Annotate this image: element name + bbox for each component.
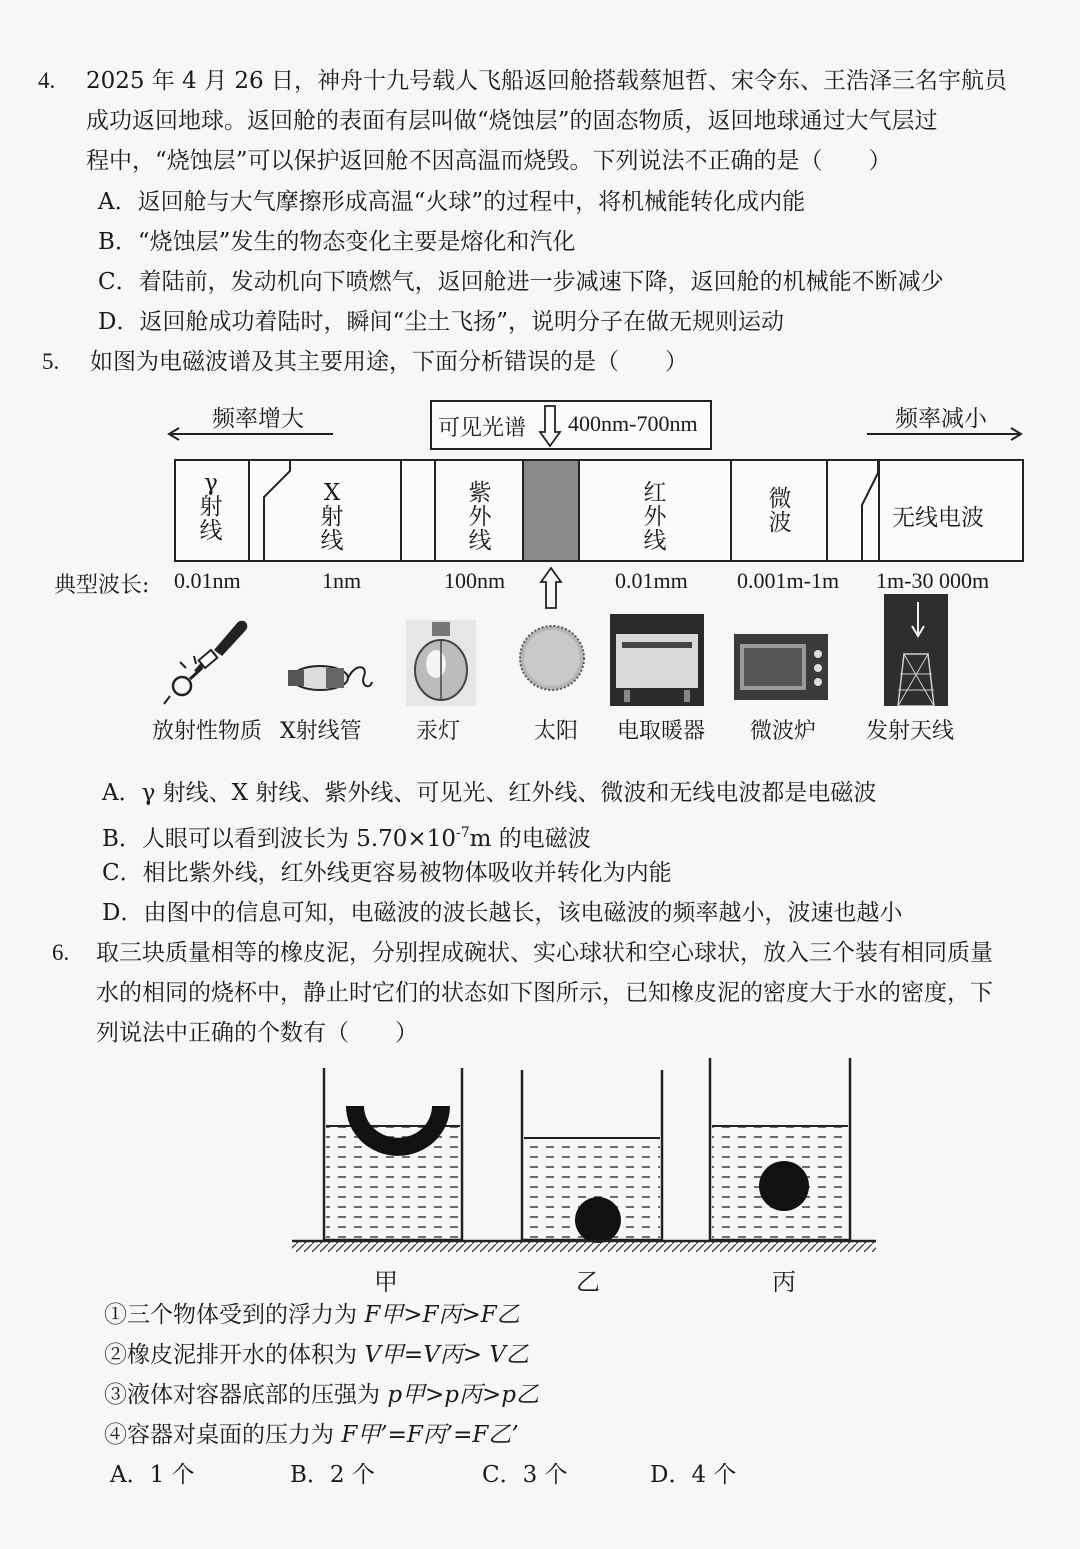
caption-radioactive: 放射性物质 bbox=[152, 719, 263, 744]
statement-4-text: ④容器对桌面的压力为 bbox=[104, 1422, 342, 1448]
option-a: A．1 个 bbox=[110, 1462, 195, 1488]
statement-3-formula: p甲>p丙>p乙 bbox=[387, 1382, 540, 1408]
up-arrow-icon bbox=[539, 566, 563, 610]
solid-ball bbox=[575, 1197, 621, 1243]
question-number: 5. bbox=[42, 349, 60, 374]
caption-heater: 电取暖器 bbox=[617, 719, 706, 744]
option-c: C．相比紫外线，红外线更容易被物体吸收并转化为内能 bbox=[102, 860, 672, 886]
wavelength-radio: 1m-30 000m bbox=[876, 568, 990, 593]
statement-3 bbox=[104, 1380, 539, 1410]
statement-1-text: ①三个物体受到的浮力为 bbox=[104, 1302, 365, 1328]
wavelength-x: 1nm bbox=[322, 568, 362, 593]
freq-decrease-label: 频率减小 bbox=[895, 406, 987, 432]
spectrum-bar bbox=[174, 459, 1024, 562]
option-c: C．3 个 bbox=[482, 1462, 568, 1488]
question-number: 4. bbox=[38, 68, 56, 93]
sun-icon bbox=[516, 620, 588, 700]
label-jia: 甲 bbox=[374, 1268, 398, 1296]
beaker-jia bbox=[324, 1068, 462, 1240]
question-stem-line-3: 列说法中正确的个数有（ ） bbox=[96, 1020, 418, 1046]
option-d: D．由图中的信息可知，电磁波的波长越长，该电磁波的频率越小，波速也越小 bbox=[102, 900, 903, 926]
caption-microwave: 微波炉 bbox=[750, 719, 817, 744]
band-x-label: X 射 线 bbox=[320, 480, 344, 554]
freq-increase-label: 频率增大 bbox=[212, 406, 304, 432]
question-stem: 如图为电磁波谱及其主要用途，下面分析错误的是（ ） bbox=[90, 349, 688, 375]
question-number: 6. bbox=[52, 940, 70, 965]
band-gap bbox=[402, 461, 436, 560]
caption-mercury-lamp: 汞灯 bbox=[416, 719, 461, 744]
question-stem-line-1: 2025 年 4 月 26 日，神舟十九号载人飞船返回舱搭载蔡旭哲、宋令东、王浩泽三名宇航员 bbox=[86, 68, 1007, 94]
statement-2-formula: V甲=V丙> V乙 bbox=[364, 1342, 529, 1368]
microwave-oven-icon bbox=[732, 632, 830, 702]
caption-antenna: 发射天线 bbox=[866, 719, 955, 744]
band-break-line bbox=[250, 461, 402, 561]
option-b: B．“烧蚀层”发生的物态变化主要是熔化和汽化 bbox=[98, 229, 576, 255]
band-uv bbox=[436, 461, 524, 560]
beakers-figure bbox=[288, 1052, 878, 1262]
visible-range: 400nm-700nm bbox=[568, 411, 698, 436]
x-ray-tube-icon bbox=[284, 652, 374, 702]
statement-4 bbox=[104, 1420, 519, 1450]
electric-heater-icon bbox=[610, 614, 704, 706]
band-radio-label: 无线电波 bbox=[892, 505, 984, 531]
right-arrow-icon bbox=[865, 424, 1025, 444]
option-b-text: B．人眼可以看到波长为 5.70×10 bbox=[102, 826, 456, 852]
hollow-ball bbox=[759, 1161, 809, 1211]
wavelength-gamma: 0.01nm bbox=[174, 568, 241, 593]
band-micro-label: 微 波 bbox=[768, 486, 792, 536]
option-b-exponent: -7 bbox=[455, 825, 470, 841]
option-d: D．返回舱成功着陆时，瞬间“尘土飞扬”，说明分子在做无规则运动 bbox=[98, 309, 784, 335]
question-stem-line-2: 成功返回地球。返回舱的表面有层叫做“烧蚀层”的固态物质，返回地球通过大气层过 bbox=[86, 108, 938, 134]
statement-4-formula: F甲’=F丙’=F乙’ bbox=[341, 1422, 519, 1448]
band-gamma bbox=[176, 461, 250, 560]
visible-spectrum-box bbox=[430, 400, 712, 450]
option-c: C．着陆前，发动机向下喷燃气，返回舱进一步减速下降，返回舱的机械能不断减少 bbox=[98, 269, 944, 295]
option-d: D．4 个 bbox=[650, 1462, 737, 1488]
transmitting-antenna-icon bbox=[884, 594, 948, 706]
statement-2 bbox=[104, 1340, 529, 1370]
option-a: A．γ 射线、X 射线、紫外线、可见光、红外线、微波和无线电波都是电磁波 bbox=[102, 780, 877, 806]
statement-2-text: ②橡皮泥排开水的体积为 bbox=[104, 1342, 365, 1368]
band-visible bbox=[524, 461, 580, 560]
statement-1-formula: F甲>F丙>F乙 bbox=[364, 1302, 520, 1328]
statement-1 bbox=[104, 1300, 520, 1330]
down-arrow-icon bbox=[538, 404, 562, 448]
question-stem-line-3: 程中，“烧蚀层”可以保护返回舱不因高温而烧毁。下列说法不正确的是（ ） bbox=[86, 148, 892, 174]
beaker-bing bbox=[710, 1058, 850, 1240]
beaker-yi bbox=[522, 1070, 662, 1243]
wavelength-ir: 0.01mm bbox=[615, 568, 688, 593]
question-stem-line-1: 取三块质量相等的橡皮泥，分别捏成碗状、实心球状和空心球状，放入三个装有相同质量 bbox=[96, 940, 993, 966]
wavelength-uv: 100nm bbox=[444, 568, 506, 593]
band-micro bbox=[732, 461, 828, 560]
band-uv-label: 紫 外 线 bbox=[468, 480, 492, 554]
caption-sun: 太阳 bbox=[534, 719, 579, 744]
option-b: B．2 个 bbox=[290, 1462, 375, 1488]
option-b bbox=[102, 818, 591, 854]
band-ir-label: 红 外 线 bbox=[643, 480, 667, 554]
radioactive-source-icon bbox=[160, 616, 252, 706]
band-gamma-label: γ 射 线 bbox=[199, 470, 223, 544]
statement-3-text: ③液体对容器底部的压强为 bbox=[104, 1382, 388, 1408]
caption-xray-tube: X射线管 bbox=[280, 719, 362, 744]
band-radio bbox=[880, 461, 1022, 560]
wavelength-micro: 0.001m-1m bbox=[737, 568, 840, 593]
wavelength-label: 典型波长: bbox=[54, 573, 150, 598]
visible-label: 可见光谱 bbox=[438, 416, 527, 441]
question-stem-line-2: 水的相同的烧杯中，静止时它们的状态如下图所示，已知橡皮泥的密度大于水的密度，下 bbox=[96, 980, 993, 1006]
option-b-text-end: m 的电磁波 bbox=[469, 826, 591, 852]
label-yi: 乙 bbox=[576, 1268, 600, 1296]
band-break-line-2 bbox=[828, 461, 888, 561]
mercury-lamp-icon bbox=[406, 620, 476, 706]
left-arrow-icon bbox=[165, 424, 335, 444]
label-bing: 丙 bbox=[772, 1268, 796, 1296]
band-ir bbox=[580, 461, 732, 560]
option-a: A．返回舱与大气摩擦形成高温“火球”的过程中，将机械能转化成内能 bbox=[98, 189, 806, 215]
